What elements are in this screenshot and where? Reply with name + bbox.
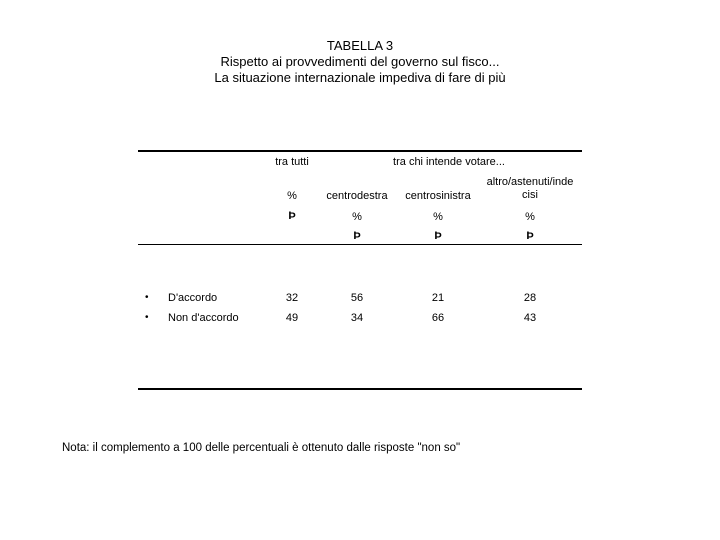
table-bottom-rule xyxy=(138,388,582,390)
cell-all: 32 xyxy=(285,292,299,304)
col-altro-symbol: Þ xyxy=(526,230,534,242)
cell-centrosinistra: 21 xyxy=(431,292,445,304)
col-centrodestra-unit: % xyxy=(352,211,362,223)
title-line-1: TABELLA 3 xyxy=(326,38,394,53)
title-line-2: Rispetto ai provvedimenti del governo sul fisco... xyxy=(220,54,500,69)
row-bullet: • xyxy=(145,312,149,323)
row-bullet: • xyxy=(145,292,149,303)
cell-centrodestra: 34 xyxy=(350,312,364,324)
header-rule xyxy=(138,244,582,245)
group-header-voters: tra chi intende votare... xyxy=(393,156,505,168)
col-centrosinistra-label: centrosinistra xyxy=(405,190,471,202)
row-label: Non d'accordo xyxy=(168,312,239,324)
col-centrodestra-label: centrodestra xyxy=(326,190,388,202)
row-label: D'accordo xyxy=(168,292,218,304)
col-altro-label-line1: altro/astenuti/inde xyxy=(486,176,574,188)
title-line-3: La situazione internazionale impediva di fare di più xyxy=(214,70,506,85)
col-altro-unit: % xyxy=(525,211,535,223)
cell-altro: 43 xyxy=(523,312,537,324)
cell-centrosinistra: 66 xyxy=(431,312,445,324)
table-title xyxy=(0,38,720,86)
footnote: Nota: il complemento a 100 delle percentuali è ottenuto dalle risposte "non so" xyxy=(62,442,461,454)
col-altro-label-line2: cisi xyxy=(522,189,538,201)
cell-centrodestra: 56 xyxy=(350,292,364,304)
col-all-unit: % xyxy=(287,190,297,202)
col-centrodestra-symbol: Þ xyxy=(353,230,361,242)
col-centrosinistra-symbol: Þ xyxy=(434,230,442,242)
group-header-all: tra tutti xyxy=(275,156,309,168)
col-all-symbol: Þ xyxy=(288,210,296,222)
cell-altro: 28 xyxy=(523,292,537,304)
table-top-rule xyxy=(138,150,582,152)
col-centrosinistra-unit: % xyxy=(433,211,443,223)
cell-all: 49 xyxy=(285,312,299,324)
